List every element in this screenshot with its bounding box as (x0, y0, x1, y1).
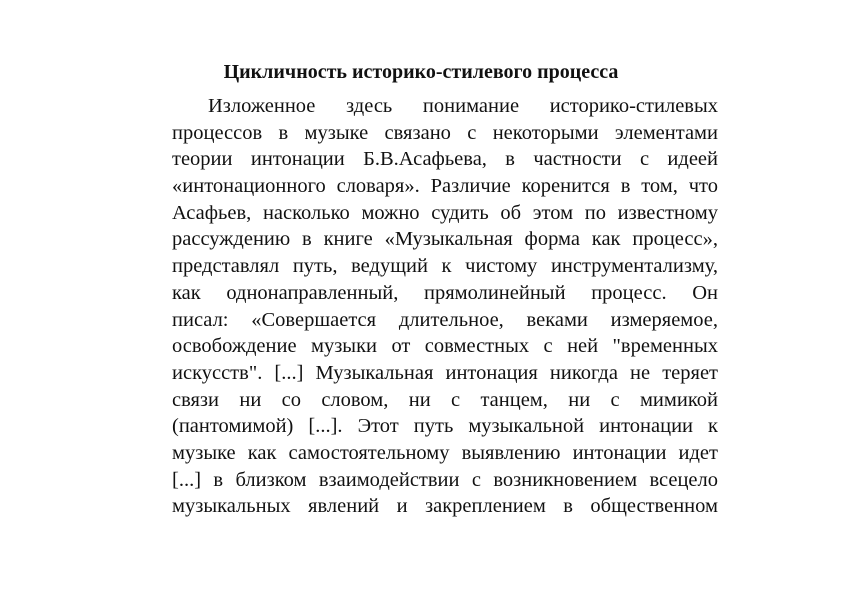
text-line: рассуждению в книге «Музыкальная форма как процесс», (172, 228, 718, 251)
text-line: связи ни со словом, ни с танцем, ни с мимикой (172, 388, 718, 411)
text-line: (пантомимой) [...]. Этот путь музыкальной интонации к (172, 415, 718, 438)
body-paragraph (172, 93, 718, 520)
text-line: музыкальных явлений и закреплением в общественном (172, 495, 718, 518)
text-line: как однонаправленный, прямолинейный процесс. Он (172, 281, 718, 304)
text-line: Асафьев, насколько можно судить об этом по известному (172, 201, 718, 224)
document-title: Цикличность историко-стилевого процесса (223, 61, 619, 83)
text-line: «интонационного словаря». Различие коренится в том, что (172, 175, 718, 198)
text-line: теории интонации Б.В.Асафьева, в частности с идеей (172, 148, 718, 171)
text-line: писал: «Совершается длительное, веками измеряемое, (172, 308, 718, 331)
text-line: представлял путь, ведущий к чистому инструментализму, (172, 255, 718, 278)
text-line: освобождение музыки от совместных с ней "временных (172, 335, 718, 358)
text-line: [...] в близком взаимодействии с возникновением всецело (172, 468, 718, 491)
text-line: процессов в музыке связано с некоторыми элементами (172, 121, 718, 144)
text-line: искусств". [...] Музыкальная интонация никогда не теряет (172, 361, 718, 384)
text-line: Изложенное здесь понимание историко-стилевых (208, 95, 718, 117)
text-line: музыке как самостоятельному выявлению интонации идет (172, 441, 718, 464)
